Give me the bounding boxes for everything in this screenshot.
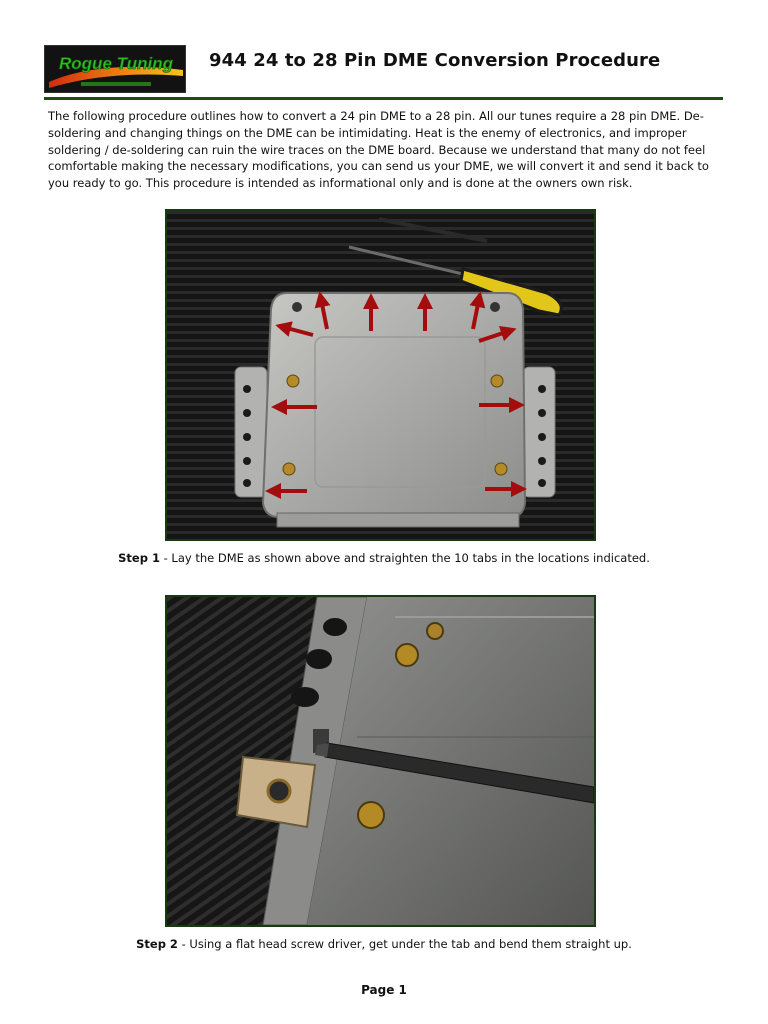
step-1-caption [0,551,768,565]
dme-tab-closeup-photo [165,595,596,927]
page-title: 944 24 to 28 Pin DME Conversion Procedure [209,50,661,71]
step-1-label: Step 1 [118,551,160,565]
step-1-text: - Lay the DME as shown above and straighten the 10 tabs in the locations indicated. [159,551,650,565]
header-rule [44,97,723,100]
rogue-tuning-logo [44,45,186,93]
dme-top-photo [165,209,596,541]
step-2-label: Step 2 [136,937,178,951]
svg-text:Rogue Tuning: Rogue Tuning [59,54,173,73]
page-number: Page 1 [361,983,407,997]
step-2-caption [0,937,768,951]
step-2-text: - Using a flat head screw driver, get under the tab and bend them straight up. [177,937,632,951]
intro-paragraph: The following procedure outlines how to convert a 24 pin DME to a 28 pin. All our tunes require a 28 pin DME. De-soldering and changing things on the DME can be intimidating. Heat is the enemy of electronics, and improper soldering / de-soldering can ruin the wire traces on the DME board. Because we understand that many do not feel comfortable making the necessary modifications, you can send us your DME, we will convert it and send it back to you ready to go. This procedure is intended as informational only and is done at the owners own risk. [48,109,709,191]
